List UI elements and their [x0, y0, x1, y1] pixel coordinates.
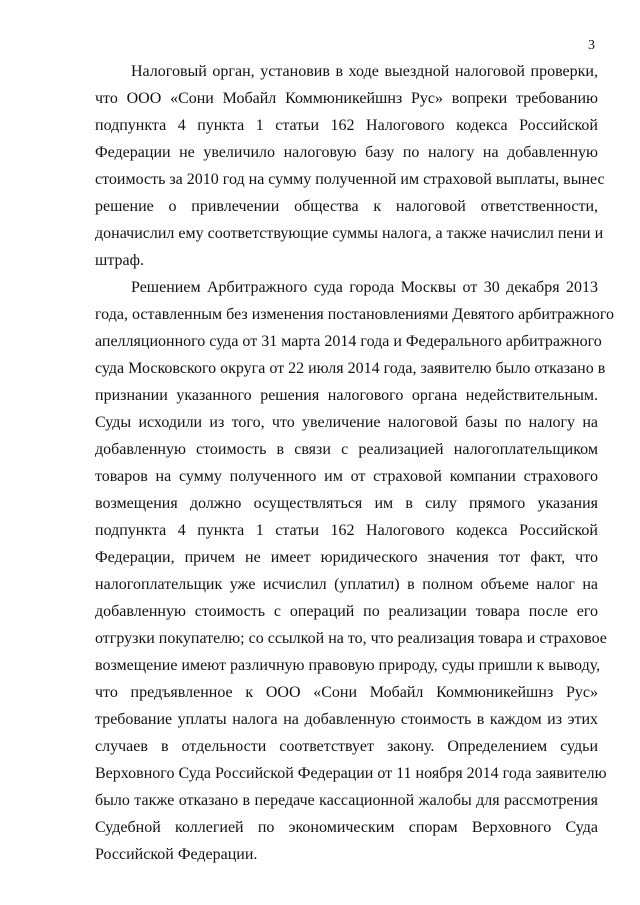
text-line: было также отказано в передаче кассационной жалобы для рассмотрения: [95, 792, 598, 809]
text-line: Верховного Суда Российской Федерации от 11 ноября 2014 года заявителю: [95, 765, 607, 782]
text-line: отгрузки покупателю; со ссылкой на то, что реализация товара и страховое: [95, 630, 607, 647]
text-line: стоимость за 2010 год на сумму полученной им страховой выплаты, вынес: [95, 171, 605, 188]
text-line: Федерации, причем не имеет юридического значения тот факт, что: [95, 549, 598, 566]
text-line: доначислил ему соответствующие суммы налога, а также начислил пени и: [95, 225, 604, 242]
text-line: Суды исходили из того, что увеличение налоговой базы по налогу на: [95, 414, 598, 431]
text-line: требование уплаты налога на добавленную стоимость в каждом из этих: [95, 711, 598, 728]
text-line: возмещения должно осуществляться им в силу прямого указания: [95, 495, 598, 512]
text-line: апелляционного суда от 31 марта 2014 года и Федерального арбитражного: [95, 333, 602, 350]
text-line: что ООО «Сони Мобайл Коммюникейшнз Рус» вопреки требованию: [95, 90, 598, 107]
text-line: признании указанного решения налогового органа недействительным.: [95, 387, 598, 404]
text-line: налогоплательщик уже исчислил (уплатил) в полном объеме налог на: [95, 576, 598, 593]
text-line: штраф.: [95, 252, 144, 269]
page-number: 3: [588, 38, 595, 53]
text-line: Российской Федерации.: [95, 846, 258, 863]
text-line: добавленную стоимость с операций по реализации товара после его: [95, 603, 598, 620]
text-line: подпункта 4 пункта 1 статьи 162 Налогового кодекса Российской: [95, 117, 598, 134]
text-line: подпункта 4 пункта 1 статьи 162 Налогового кодекса Российской: [95, 522, 598, 539]
text-line: добавленную стоимость в связи с реализацией налогоплательщиком: [95, 441, 598, 458]
text-line: года, оставленным без изменения постановлениями Девятого арбитражного: [95, 306, 614, 323]
document-body: [95, 58, 614, 868]
text-line: Налоговый орган, установив в ходе выездной налоговой проверки,: [131, 63, 598, 80]
paragraph-2: [95, 274, 614, 868]
paragraph-1: [95, 58, 605, 274]
text-line: что предъявленное к ООО «Сони Мобайл Коммюникейшнз Рус»: [95, 684, 598, 701]
text-line: решение о привлечении общества к налоговой ответственности,: [95, 198, 598, 215]
text-line: случаев в отдельности соответствует закону. Определением судьи: [95, 738, 598, 755]
text-line: возмещение имеют различную правовую природу, суды пришли к выводу,: [95, 657, 601, 674]
text-line: Решением Арбитражного суда города Москвы от 30 декабря 2013: [131, 279, 598, 296]
text-line: Федерации не увеличило налоговую базу по налогу на добавленную: [95, 144, 598, 161]
text-line: суда Московского округа от 22 июля 2014 года, заявителю было отказано в: [95, 360, 606, 377]
text-line: товаров на сумму полученного им от страховой компании страхового: [95, 468, 598, 485]
text-line: Судебной коллегией по экономическим спорам Верховного Суда: [95, 819, 598, 836]
